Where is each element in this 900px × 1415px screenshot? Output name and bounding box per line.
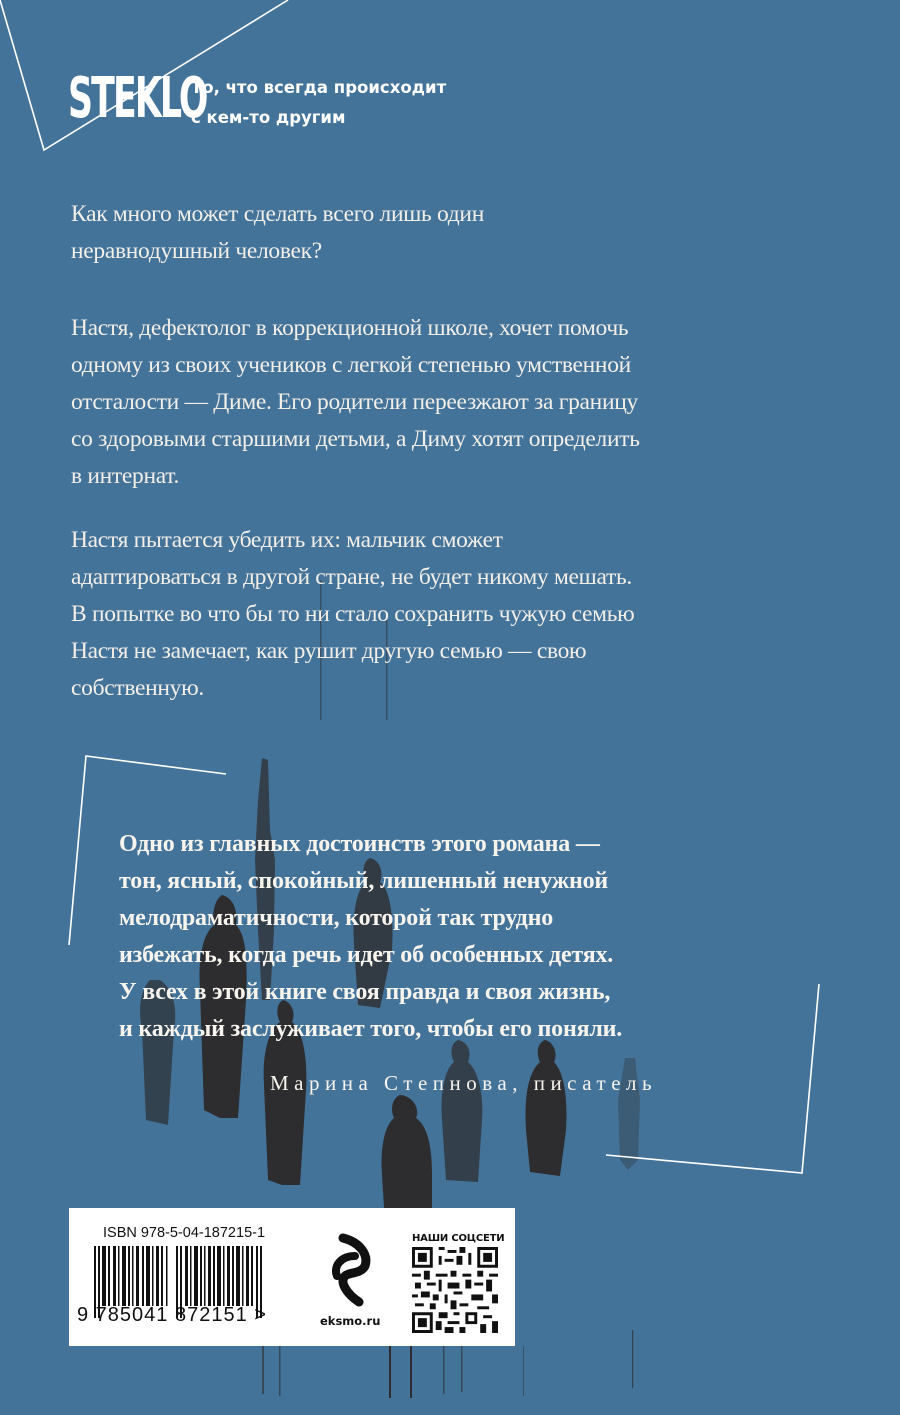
publisher-url: eksmo.ru	[320, 1314, 381, 1328]
text-line: Настя, дефектолог в коррекционной школе, хочет помочь	[71, 315, 629, 341]
text-line: в интернат.	[71, 463, 180, 489]
review-attribution: Марина Степнова, писатель	[270, 1071, 658, 1095]
isbn-number: ISBN 978-5-04-187215-1	[103, 1225, 266, 1241]
quote-line: У всех в этой книге своя правда и своя жизнь,	[119, 979, 611, 1005]
text-line: Настя пытается убедить их: мальчик сможет	[71, 527, 503, 553]
eksmo-logo-icon	[325, 1232, 377, 1308]
social-label: НАШИ СОЦСЕТИ	[412, 1233, 505, 1244]
tagline-line: с кем-то другим	[191, 108, 346, 127]
review-quote	[119, 826, 622, 1048]
isbn-label-panel	[69, 1208, 515, 1346]
text-line: со здоровыми старшими детьми, а Диму хотят определить	[71, 426, 640, 452]
tagline-line: То, что всегда происходит	[191, 78, 447, 97]
text-line: одному из своих учеников с легкой степенью умственной	[71, 352, 631, 378]
text-line: Настя не замечает, как рушит другую семью — свою	[71, 638, 587, 664]
text-line: В попытке во что бы то ни стало сохранить чужую семью	[71, 601, 635, 627]
annotation-paragraph-1	[71, 196, 484, 270]
text-line: собственную.	[71, 675, 204, 701]
quote-line: тон, ясный, спокойный, лишенный ненужной	[119, 868, 609, 894]
quote-line: мелодраматичности, которой так трудно	[119, 905, 553, 931]
text-line: Как много может сделать всего лишь один	[71, 201, 484, 227]
quote-line: Одно из главных достоинств этого романа —	[119, 831, 600, 857]
annotation-paragraph-2	[71, 310, 640, 495]
quote-line: и каждый заслуживает того, чтобы его поняли.	[119, 1016, 623, 1042]
text-line: неравнодушный человек?	[71, 238, 322, 264]
text-line: адаптироваться в другой стране, не будет никому мешать.	[71, 564, 632, 590]
quote-line: избежать, когда речь идет об особенных детях.	[119, 942, 614, 968]
steklo-logo: STEKLO	[68, 66, 207, 131]
barcode-digits: 9 785041 872151 >	[77, 1304, 267, 1326]
annotation-paragraph-3	[71, 522, 634, 707]
text-line: отсталости — Диме. Его родители переезжают за границу	[71, 389, 638, 415]
qr-code-icon[interactable]	[412, 1247, 498, 1333]
series-tagline	[191, 73, 446, 133]
